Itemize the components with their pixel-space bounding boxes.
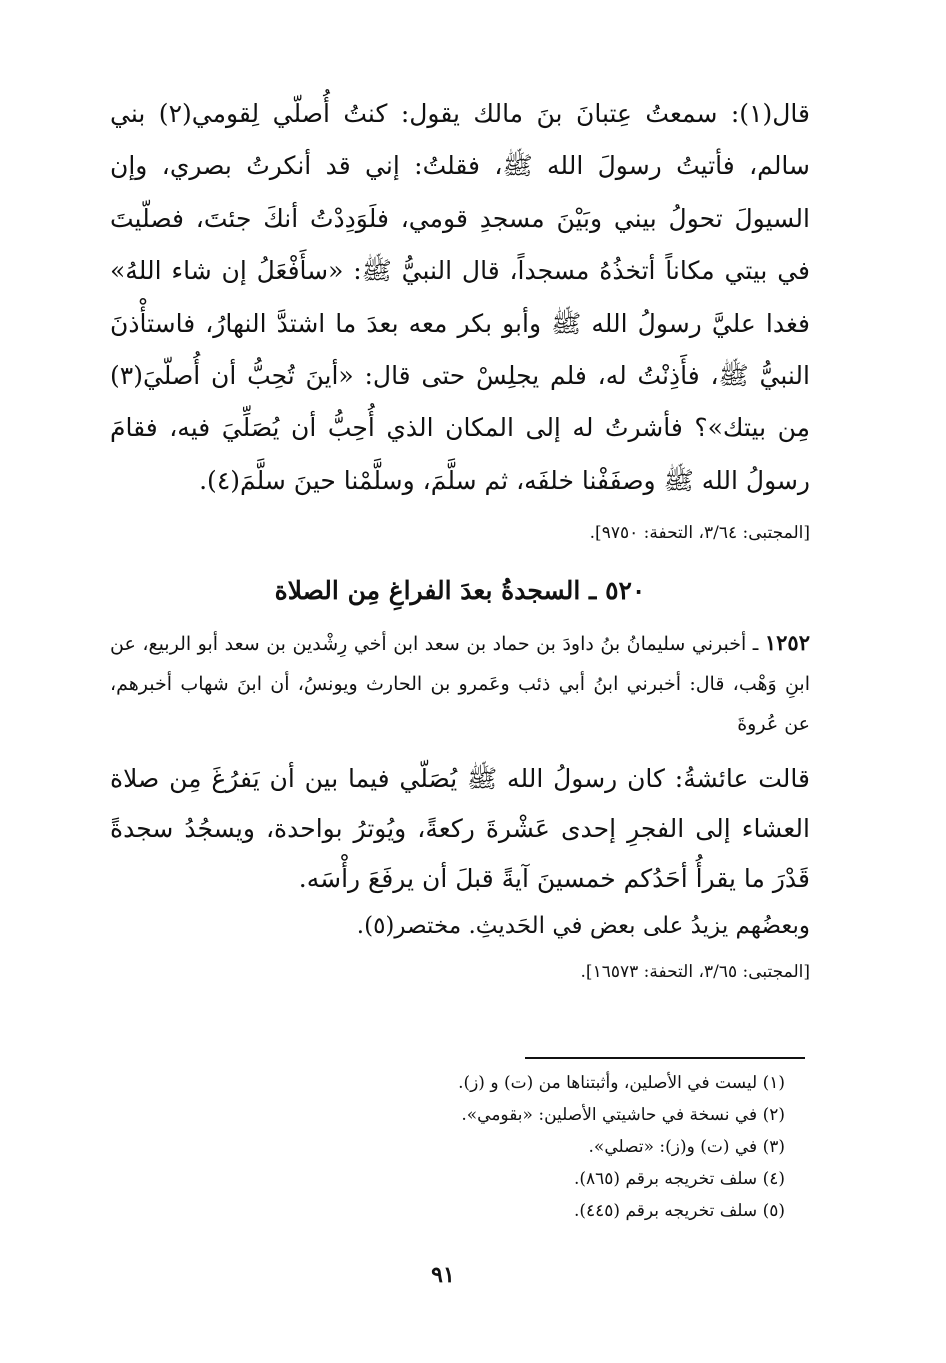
reference-citation-2: [المجتبى: ٣/٦٥، التحفة: ١٦٥٧٣]. [580,962,810,983]
hadith-number: ١٢٥٢ [764,630,810,656]
page-body [110,88,810,984]
hadith-note: وبعضُهم يزيدُ على بعض في الحَديثِ. مختصر(٥). [356,913,810,940]
reference-citation-1: [المجتبى: ٣/٦٤، التحفة: ٩٧٥٠]. [589,523,810,544]
hadith-matn: قالت عائشةُ: كان رسولُ الله ﷺ يُصَلّي فيما بين أن يَفرُغَ مِن صلاة العشاء إلى الفجرِ إحدى عَشْرةَ ركعةً، ويُوترُ بواحدة، ويسجُدُ سجدةً قَدْرَ ما يقرأُ أحَدُكم خمسينَ آيةً قبلَ أن يرفَعَ رأْسَه. [110,764,810,894]
section-heading: ٥٢٠ ـ السجدةُ بعدَ الفراغِ مِن الصلاة [274,576,646,606]
footnote-item: (١) ليست في الأصلين، وأثبتناها من (ت) و (ز). [458,1073,785,1093]
main-paragraph: قال(١): سمعتُ عِتبانَ بنَ مالك يقول: كنتُ أُصلّي لِقومي(٢) بني سالم، فأتيتُ رسولَ الله ﷺ، فقلتُ: إني قد أنكرتُ بصري، وإن السيولَ تحولُ بيني وبَيْنَ مسجدِ قومي، فلَوَدِدْتُ أنكَ جئتَ، فصلّيتَ في بيتي مكاناً أتخذُهُ مسجداً، قال النبيُّ ﷺ: «سأَفْعَلُ إن شاء اللهُ» فغدا عليَّ رسولُ الله ﷺ وأبو بكر معه بعدَ ما اشتدَّ النهارُ، فاستأْذنَ النبيُّ ﷺ، فأَذِنْتُ له، فلم يجلِسْ حتى قال: «أينَ تُحِبُّ أن أُصلّيَ(٣) مِن بيتك»؟ فأشرتُ له إلى المكان الذي أُحِبُّ أن يُصَلِّيَ فيه، فقامَ رسولُ الله ﷺ وصفَفْنا خلفَه، ثم سلَّمَ، وسلَّمْنا حينَ سلَّمَ(٤). [110,99,810,495]
footnote-item: (٥) سلف تخريجه برقم (٤٤٥). [573,1201,785,1221]
hadith-isnad-text: ـ أخبرني سليمانُ بنُ داودَ بن حماد بن سعد ابن أخي رِشْدين بن سعد أبو الربيع، عن ابنِ وَهْب، قال: أخبرني ابنُ أبي ذئب وعَمرو بن الحارث ويونسُ، أن ابنَ شهاب أخبرهم، عن عُروةَ [110,633,810,736]
hadith-isnad [110,623,810,744]
footnote-item: (٢) في نسخة في حاشيتي الأصلين: «بقومي». [461,1105,785,1125]
footnote-item: (٤) سلف تخريجه برقم (٨٦٥). [573,1169,785,1189]
footnote-separator [525,1057,805,1059]
footnote-item: (٣) في (ت) و(ز): «تصلي». [588,1137,785,1157]
footnotes [330,1067,785,1227]
page-number: ٩١ [431,1262,455,1288]
